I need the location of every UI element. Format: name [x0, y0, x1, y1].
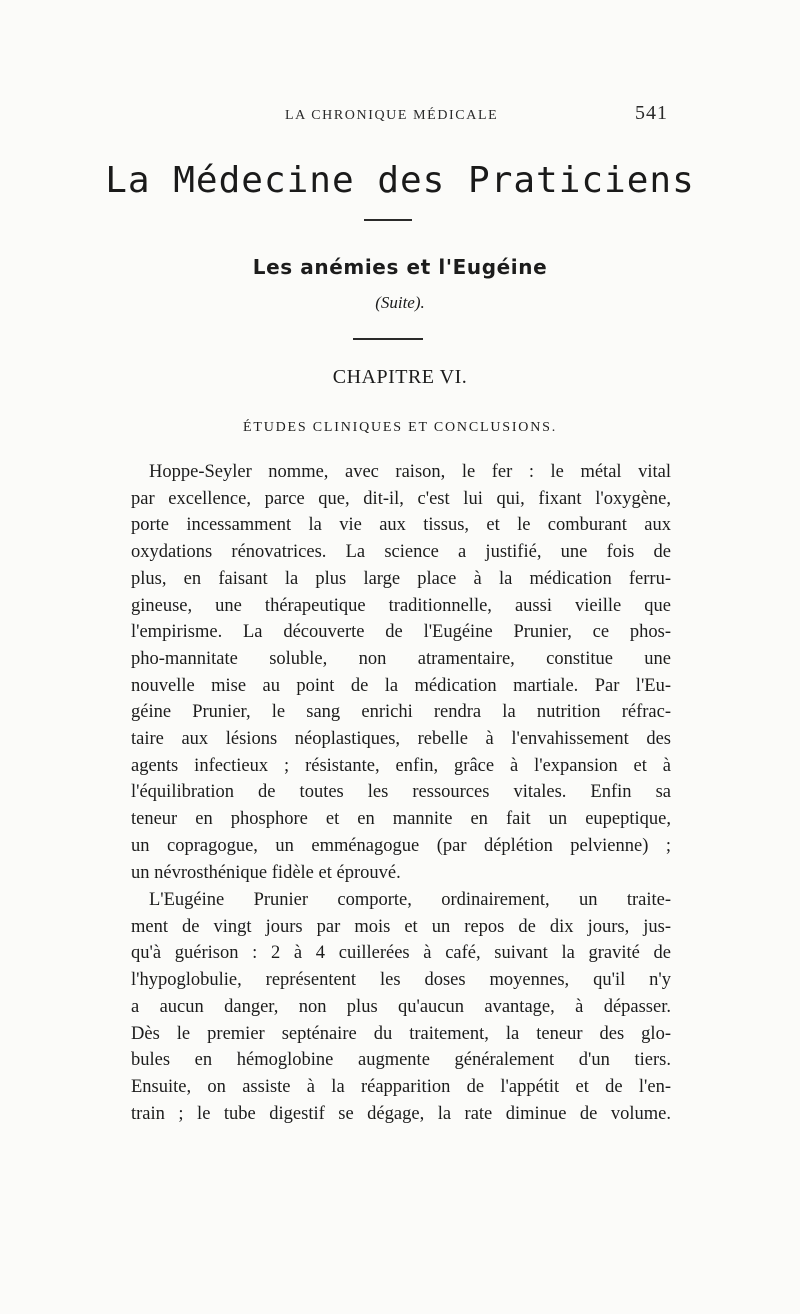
text-line: plus, en faisant la plus large place à la médication ferru- [131, 568, 671, 589]
text-line: gineuse, une thérapeutique traditionnelle, aussi vieille que [131, 595, 671, 616]
chapter-subtitle: ÉTUDES CLINIQUES ET CONCLUSIONS. [242, 420, 557, 435]
text-line: pho-mannitate soluble, non atramentaire, constitue une [131, 648, 671, 669]
page-number: 541 [635, 102, 668, 124]
text-line: l'empirisme. La découverte de l'Eugéine Prunier, ce phos- [131, 622, 671, 643]
text-line: ment de vingt jours par mois et un repos de dix jours, jus- [131, 916, 671, 937]
text-line: Hoppe-Seyler nomme, avec raison, le fer : le métal vital [149, 462, 671, 482]
article-suite [0, 293, 800, 313]
text-line: l'équilibration de toutes les ressources vitales. Enfin sa [131, 782, 671, 803]
text-line: par excellence, parce que, dit-il, c'est lui qui, fixant l'oxygène, [131, 488, 671, 509]
article-divider [353, 338, 423, 340]
text-line: taire aux lésions néoplastiques, rebelle à l'envahissement des [131, 729, 671, 750]
text-line: teneur en phosphore et en mannite en fait un eupeptique, [131, 809, 671, 830]
text-line: Dès le premier septénaire du traitement, la teneur des glo- [131, 1023, 671, 1044]
paragraph-2 [131, 887, 671, 1127]
text-line: porte incessamment la vie aux tissus, et le comburant aux [131, 515, 671, 536]
text-line: Ensuite, on assiste à la réapparition de l'appétit et de l'en- [131, 1076, 671, 1097]
title-divider [364, 219, 412, 221]
text-line: agents infectieux ; résistante, enfin, grâce à l'expansion et à [131, 755, 671, 776]
text-line: l'hypoglobulie, représentent les doses moyennes, qu'il n'y [131, 970, 671, 991]
article-title: Les anémies et l'Eugéine [252, 255, 548, 279]
text-line: nouvelle mise au point de la médication martiale. Par l'Eu- [131, 675, 671, 696]
text-line: un copragogue, un emménagogue (par déplétion pelvienne) ; [131, 835, 671, 856]
section-title: La Médecine des Praticiens [105, 160, 695, 201]
text-line: un névrosthénique fidèle et éprouvé. [131, 862, 401, 883]
chapter-title: CHAPITRE VI. [332, 366, 468, 388]
text-line: géine Prunier, le sang enrichi rendra la nutrition réfrac- [131, 702, 671, 723]
running-head: LA CHRONIQUE MÉDICALE [285, 108, 499, 123]
text-line: L'Eugéine Prunier comporte, ordinairement, un traite- [149, 890, 671, 910]
text-line: qu'à guérison : 2 à 4 cuillerées à café, suivant la gravité de [131, 943, 671, 964]
text-line: train ; le tube digestif se dégage, la rate diminue de volume. [131, 1103, 671, 1124]
text-line: bules en hémoglobine augmente généralement d'un tiers. [131, 1050, 671, 1071]
text-line: a aucun danger, non plus qu'aucun avantage, à dépasser. [131, 996, 671, 1017]
article-suite-text: (Suite). [375, 293, 425, 312]
text-line: oxydations rénovatrices. La science a justifié, une fois de [131, 542, 671, 563]
paragraph-1 [131, 459, 671, 886]
